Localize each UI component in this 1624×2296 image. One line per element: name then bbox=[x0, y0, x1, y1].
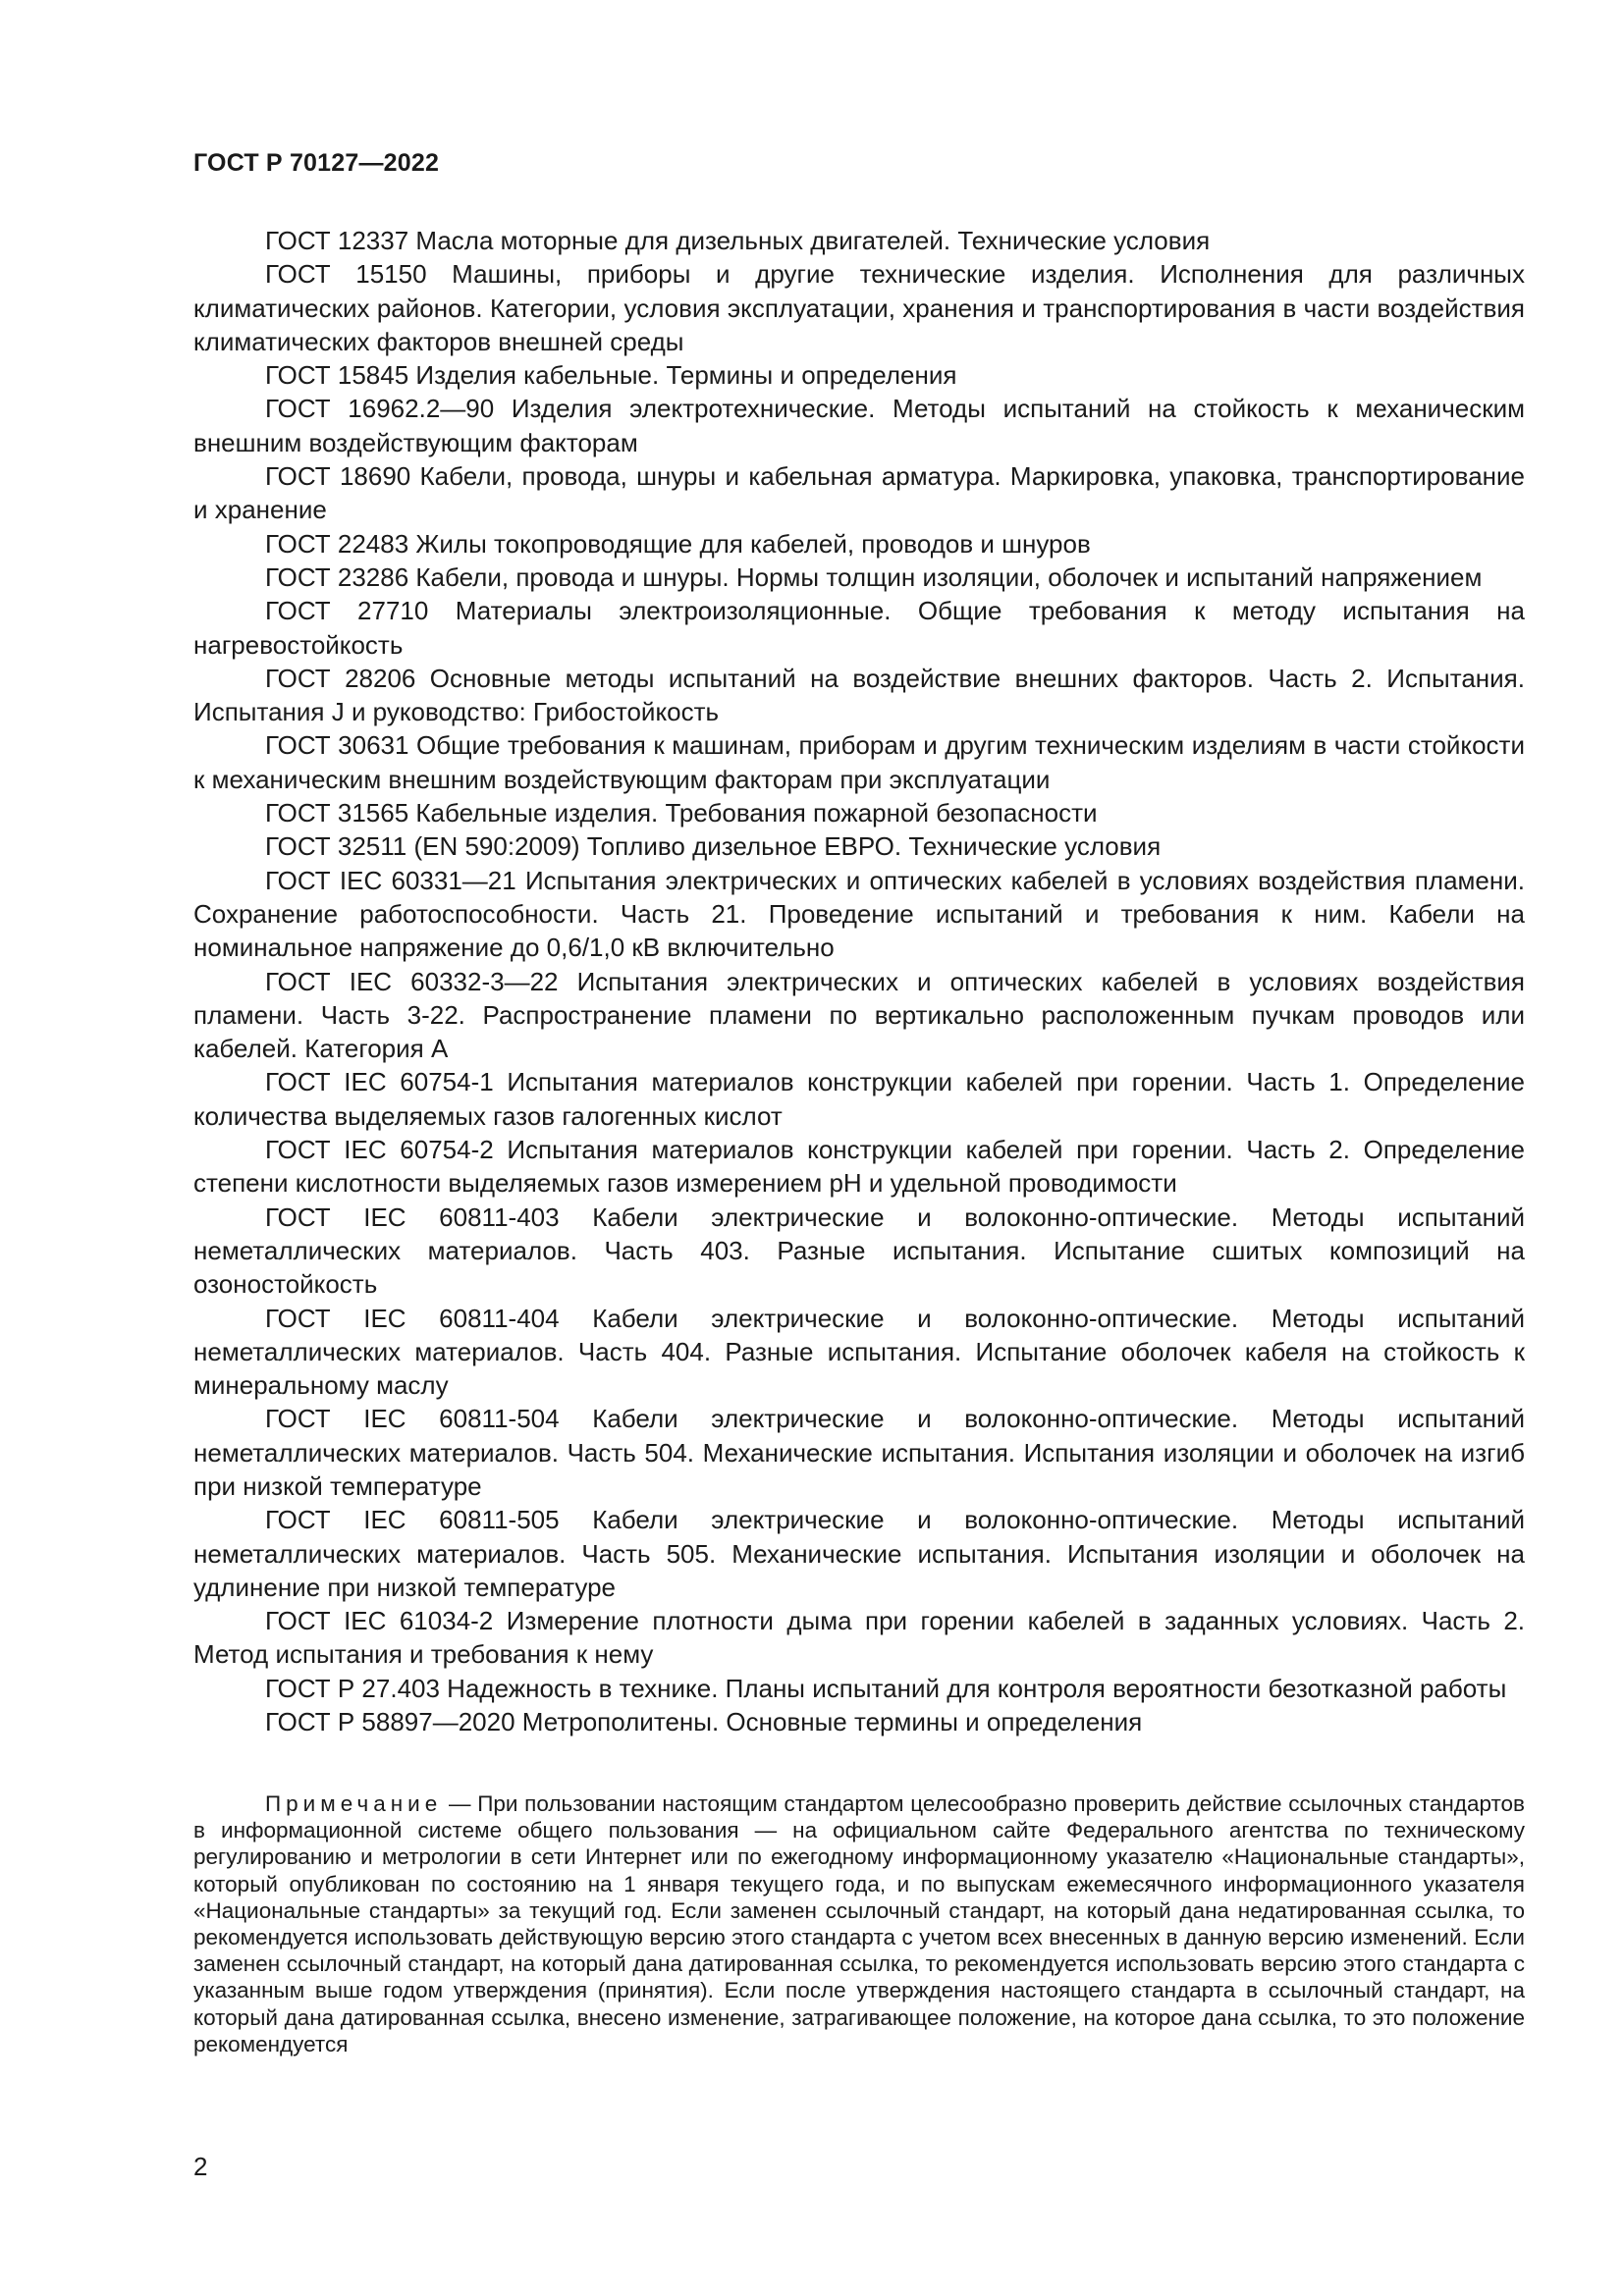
reference-item: ГОСТ 32511 (EN 590:2009) Топливо дизельное ЕВРО. Технические условия bbox=[265, 831, 1162, 862]
note-text: — При пользовании настоящим стандартом целесообразно проверить действие ссылочных стандартов в информационной системе общего пользования — на официальном сайте Федерального агентства по техническому регулированию и метрологии в сети Интернет или по ежегодному информационному указателю «Национальные стандарты», который опубликован по состоянию на 1 января текущего года, и по выпускам ежемесячного информационного указателя «Национальные стандарты» за текущий год. Если заменен ссылочный стандарт, на который дана недатированная ссылка, то рекомендуется использовать действующую версию этого стандарта с учетом всех внесенных в данную версию изменений. Если заменен ссылочный стандарт, на который дана датированная ссылка, то рекомендуется использовать версию этого стандарта с указанным выше годом утверждения (принятия). Если после утверждения настоящего стандарта в ссылочный стандарт, на который дана датированная ссылка, внесено изменение, затрагивающее положение, на которое дана ссылка, то это положение рекомендуется bbox=[193, 1791, 1525, 2056]
reference-item: ГОСТ 27710 Материалы электроизоляционные. Общие требования к методу испытания на нагревостойкость bbox=[193, 596, 1525, 660]
page-number: 2 bbox=[193, 2152, 208, 2181]
reference-item: ГОСТ 30631 Общие требования к машинам, приборам и другим техническим изделиям в части стойкости к механическим внешним воздействующим факторам при эксплуатации bbox=[193, 730, 1525, 794]
note-paragraph bbox=[193, 1790, 1525, 2057]
note-label: Примечание bbox=[265, 1791, 443, 1816]
reference-item: ГОСТ 31565 Кабельные изделия. Требования пожарной безопасности bbox=[265, 798, 1098, 828]
reference-item: ГОСТ 12337 Масла моторные для дизельных двигателей. Технические условия bbox=[265, 226, 1211, 255]
reference-item: ГОСТ 22483 Жилы токопроводящие для кабелей, проводов и шнуров bbox=[265, 528, 1091, 559]
reference-item: ГОСТ 28206 Основные методы испытаний на воздействие внешних факторов. Часть 2. Испытания. Испытания J и руководство: Грибостойкость bbox=[193, 663, 1525, 727]
reference-item: ГОСТ 18690 Кабели, провода, шнуры и кабельная арматура. Маркировка, упаковка, транспортирование и хранение bbox=[193, 461, 1525, 525]
reference-item: ГОСТ 15845 Изделия кабельные. Термины и определения bbox=[265, 360, 957, 391]
reference-item: ГОСТ IEC 60331—21 Испытания электрических и оптических кабелей в условиях воздействия пламени. Сохранение работоспособности. Часть 21. Проведение испытаний и требования к ним. Кабели на номинальное напряжение до 0,6/1,0 кВ включительно bbox=[193, 865, 1525, 963]
reference-item: ГОСТ 16962.2—90 Изделия электротехнические. Методы испытаний на стойкость к механическим внешним воздействующим факторам bbox=[193, 394, 1525, 457]
reference-item: ГОСТ Р 27.403 Надежность в технике. Планы испытаний для контроля вероятности безотказной работы bbox=[265, 1673, 1507, 1703]
reference-item: ГОСТ IEC 60811-403 Кабели электрические и волоконно-оптические. Методы испытаний неметаллических материалов. Часть 403. Разные испытания. Испытание сшитых композиций на озоностойкость bbox=[193, 1201, 1525, 1300]
reference-item: ГОСТ IEC 61034-2 Измерение плотности дыма при горении кабелей в заданных условиях. Часть 2. Метод испытания и требования к нему bbox=[193, 1606, 1525, 1670]
reference-item: ГОСТ IEC 60754-2 Испытания материалов конструкции кабелей при горении. Часть 2. Определение степени кислотности выделяемых газов измерением pH и удельной проводимости bbox=[193, 1135, 1525, 1199]
normative-references-list bbox=[193, 224, 1525, 1738]
reference-item: ГОСТ IEC 60332-3—22 Испытания электрических и оптических кабелей в условиях воздействия пламени. Часть 3-22. Распространение пламени по вертикально расположенным пучкам проводов или кабелей. Категория А bbox=[193, 966, 1525, 1064]
reference-item: ГОСТ IEC 60811-404 Кабели электрические и волоконно-оптические. Методы испытаний неметаллических материалов. Часть 404. Разные испытания. Испытание оболочек кабеля на стойкость к минеральному маслу bbox=[193, 1303, 1525, 1401]
reference-item: ГОСТ 23286 Кабели, провода и шнуры. Нормы толщин изоляции, оболочек и испытаний напряжением bbox=[265, 561, 1483, 592]
reference-item: ГОСТ IEC 60754-1 Испытания материалов конструкции кабелей при горении. Часть 1. Определение количества выделяемых газов галогенных кислот bbox=[193, 1067, 1525, 1131]
reference-item: ГОСТ 15150 Машины, приборы и другие технические изделия. Исполнения для различных климатических районов. Категории, условия эксплуатации, хранения и транспортирования в части воздействия климатических факторов внешней среды bbox=[193, 259, 1525, 356]
document-header: ГОСТ Р 70127—2022 bbox=[193, 149, 440, 177]
reference-item: ГОСТ IEC 60811-505 Кабели электрические и волоконно-оптические. Методы испытаний неметаллических материалов. Часть 505. Механические испытания. Испытания изоляции и оболочек на удлинение при низкой температуре bbox=[193, 1505, 1525, 1602]
reference-item: ГОСТ Р 58897—2020 Метрополитены. Основные термины и определения bbox=[265, 1707, 1143, 1737]
reference-item: ГОСТ IEC 60811-504 Кабели электрические и волоконно-оптические. Методы испытаний неметаллических материалов. Часть 504. Механические испытания. Испытания изоляции и оболочек на изгиб при низкой температуре bbox=[193, 1404, 1525, 1501]
